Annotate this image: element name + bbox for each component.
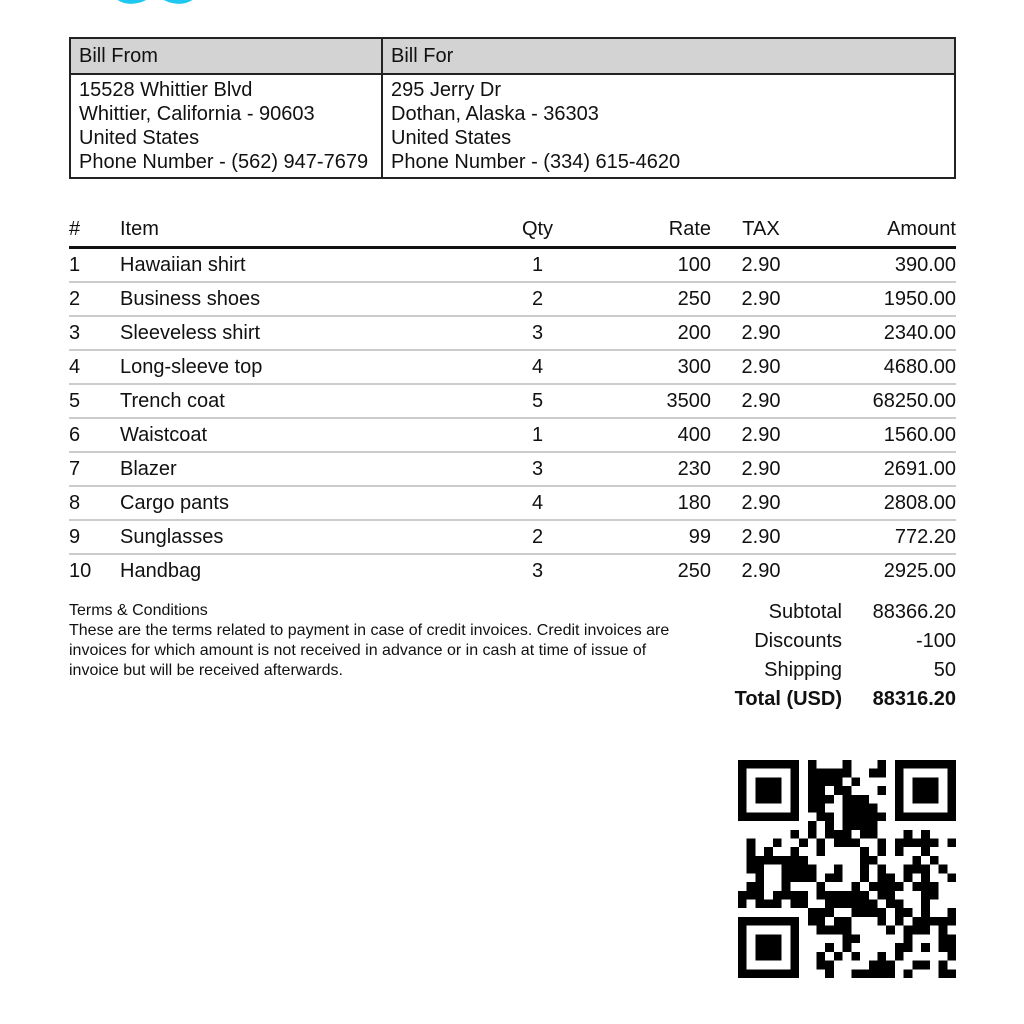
item-qty: 1 [531, 253, 544, 276]
item-tax: 2.90 [741, 559, 781, 582]
header-number: # [69, 217, 81, 240]
item-rate: 250 [677, 287, 711, 310]
total-row [700, 685, 956, 714]
item-rate: 180 [677, 491, 711, 514]
item-qty: 2 [531, 525, 544, 548]
terms-title: Terms & Conditions [69, 602, 208, 619]
shipping-value: 50 [933, 659, 956, 681]
item-amount: 4680.00 [883, 355, 956, 378]
header-amount: Amount [887, 217, 956, 240]
items-table [69, 212, 956, 587]
item-rate: 100 [677, 253, 711, 276]
item-amount: 1950.00 [883, 287, 956, 310]
row-number: 5 [69, 389, 81, 412]
items-header-row [69, 212, 956, 249]
row-number: 3 [69, 321, 81, 344]
item-amount: 68250.00 [872, 389, 956, 412]
phone-line: Phone Number - (334) 615-4620 [391, 151, 681, 173]
item-qty: 1 [531, 423, 544, 446]
item-name: Waistcoat [120, 423, 208, 446]
item-name: Trench coat [120, 389, 225, 412]
row-number: 1 [69, 253, 81, 276]
item-name: Blazer [120, 457, 177, 480]
item-tax: 2.90 [741, 491, 781, 514]
header-item: Item [120, 217, 159, 240]
item-rate: 400 [677, 423, 711, 446]
item-rate: 99 [688, 525, 711, 548]
table-row [69, 249, 956, 283]
table-row [69, 317, 956, 351]
address-line: United States [79, 127, 200, 149]
subtotal-value: 88366.20 [872, 601, 956, 623]
item-tax: 2.90 [741, 355, 781, 378]
item-tax: 2.90 [741, 525, 781, 548]
item-rate: 230 [677, 457, 711, 480]
item-amount: 1560.00 [883, 423, 956, 446]
header-tax: TAX [742, 217, 780, 240]
item-qty: 3 [531, 559, 544, 582]
item-qty: 5 [531, 389, 544, 412]
item-amount: 2925.00 [883, 559, 956, 582]
terms-text: These are the terms related to payment in case of credit invoices. Credit invoices are invoices for which amount is not received in advance or in cash at time of issue of invoice but will be received afterwards. [69, 622, 670, 679]
item-qty: 3 [531, 457, 544, 480]
shipping-label: Shipping [764, 659, 842, 681]
address-line: 295 Jerry Dr [391, 79, 502, 101]
address-line: Dothan, Alaska - 36303 [391, 103, 599, 125]
bill-table [69, 37, 956, 179]
item-qty: 4 [531, 491, 544, 514]
header-qty: Qty [521, 217, 554, 240]
bill-for-header: Bill For [382, 38, 955, 74]
qr-code-icon [738, 760, 956, 978]
logo-icon [100, 0, 210, 16]
header-rate: Rate [668, 217, 711, 240]
table-row [69, 351, 956, 385]
item-name: Cargo pants [120, 491, 229, 514]
item-amount: 2340.00 [883, 321, 956, 344]
address-line: Whittier, California - 90603 [79, 103, 315, 125]
table-row [69, 453, 956, 487]
bill-from-header: Bill From [70, 38, 382, 74]
item-rate: 3500 [666, 389, 711, 412]
total-label: Total (USD) [734, 688, 842, 710]
row-number: 8 [69, 491, 81, 514]
item-name: Long-sleeve top [120, 355, 263, 378]
item-name: Handbag [120, 559, 202, 582]
row-number: 9 [69, 525, 81, 548]
total-value: 88316.20 [872, 688, 956, 710]
shipping-row [700, 656, 956, 685]
discounts-row [700, 627, 956, 656]
item-qty: 4 [531, 355, 544, 378]
bill-for-address [382, 74, 955, 178]
terms-section [69, 601, 689, 681]
item-tax: 2.90 [741, 423, 781, 446]
row-number: 6 [69, 423, 81, 446]
item-rate: 300 [677, 355, 711, 378]
totals-section [700, 598, 956, 714]
table-row [69, 521, 956, 555]
item-name: Business shoes [120, 287, 261, 310]
discounts-value: -100 [915, 630, 956, 652]
item-amount: 772.20 [894, 525, 956, 548]
item-tax: 2.90 [741, 287, 781, 310]
subtotal-row [700, 598, 956, 627]
table-row [69, 487, 956, 521]
item-amount: 2808.00 [883, 491, 956, 514]
item-name: Sunglasses [120, 525, 224, 548]
item-qty: 2 [531, 287, 544, 310]
row-number: 7 [69, 457, 81, 480]
table-row [69, 419, 956, 453]
item-name: Sleeveless shirt [120, 321, 261, 344]
bill-from-address [70, 74, 382, 178]
subtotal-label: Subtotal [768, 601, 842, 623]
table-row [69, 283, 956, 317]
address-line: United States [391, 127, 512, 149]
discounts-label: Discounts [754, 630, 842, 652]
item-amount: 390.00 [894, 253, 956, 276]
row-number: 4 [69, 355, 81, 378]
item-amount: 2691.00 [883, 457, 956, 480]
row-number: 2 [69, 287, 81, 310]
item-name: Hawaiian shirt [120, 253, 246, 276]
item-qty: 3 [531, 321, 544, 344]
table-row [69, 385, 956, 419]
item-tax: 2.90 [741, 253, 781, 276]
item-tax: 2.90 [741, 321, 781, 344]
table-row [69, 555, 956, 587]
address-line: 15528 Whittier Blvd [79, 79, 253, 101]
item-rate: 200 [677, 321, 711, 344]
phone-line: Phone Number - (562) 947-7679 [79, 151, 369, 173]
item-tax: 2.90 [741, 389, 781, 412]
item-rate: 250 [677, 559, 711, 582]
item-tax: 2.90 [741, 457, 781, 480]
row-number: 10 [69, 559, 92, 582]
